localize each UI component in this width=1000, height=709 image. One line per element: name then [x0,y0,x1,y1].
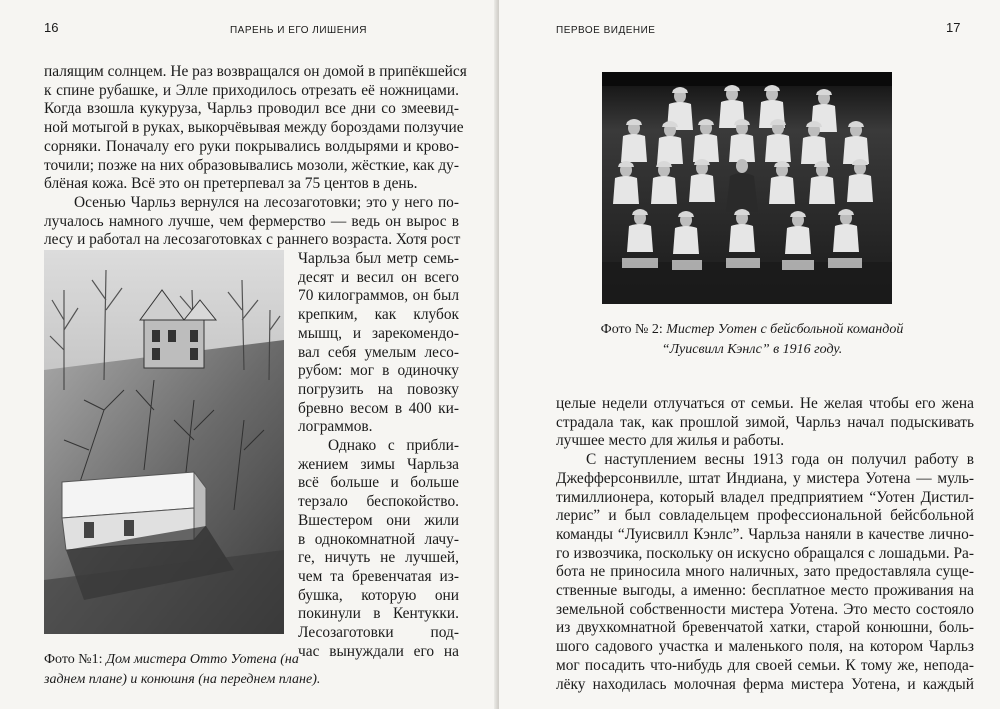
text-line: жением зимы Чарльза [298,455,459,473]
text-line: терзало беспокойство. [298,493,459,511]
text-line: ственные выгоды, а именно: бесплатное место проживания на [556,582,974,600]
text-line: команды “Луисвилл Кэнлс”. Чарльза наняли в качестве лично- [556,525,974,543]
text-line: рубом: мог в одиночку [298,362,459,380]
text-line: лограммов. [298,418,373,436]
text-line: мышц, и зарекомендо- [298,324,459,342]
text-line: земельной собственности мистера Уотена. Это место состояло [556,600,974,618]
text-line: всё больше и больше [298,474,459,492]
running-head-right: ПЕРВОЕ ВИДЕНИЕ [556,25,656,36]
text-line: ге, ничуть не лучшей, [298,549,459,567]
photo-2-caption-label: Фото № 2: [600,322,667,337]
photo-1-caption [44,650,464,690]
text-line: лучалось намного лучше, чем фермерство — ведь он вырос в [44,212,459,230]
text-line: Джефферсонвилле, штат Индиана, у мистера Уотена — муль- [556,469,974,487]
text-line: десят и весил он всего [298,268,459,286]
text-line: С наступлением весны 1913 года он получил работу в [586,451,974,469]
text-line: го извозчика, поскольку он искусно обращался с лошадьми. Ра- [556,544,974,562]
body-text-column [298,250,459,661]
text-line: тимиллионера, который владел предприятием “Уотен Дистил- [556,488,974,506]
text-line: блёная кожа. Всё это он претерпевал за 75 центов в день. [44,175,418,193]
text-line: Когда взошла кукуруза, Чарльз проводил все дни со змеевид- [44,100,459,118]
photo-1-caption-text-2: заднем плане) и конюшня (на переднем плане). [44,672,321,687]
photo-1-caption-label: Фото №1: [44,652,107,667]
right-page [499,0,1000,709]
text-line: лерис” и был совладельцем профессиональной бейсбольной [556,507,974,525]
text-line: лесу и работал на лесозаготовках с раннего возраста. Хотя рост [44,231,461,249]
text-line: бревно весом в 400 ки- [298,399,459,417]
text-line: 70 килограммов, он был [298,287,459,305]
text-line: точили; позже на них образовывались мозоли, жёсткие, как ду- [44,156,459,174]
text-line: крепким, как клубок [298,306,459,324]
text-line: целые недели отлучаться от семьи. Не желая чтобы его жена [556,395,974,412]
text-line: лёку находилась молочная ферма мистера Уотена, и каждый [556,675,974,693]
body-text-right [556,395,974,694]
text-line: страдала так, как прошлой зимой, Чарльз начал подыскивать [556,413,974,431]
text-line: в однокомнатной лачу- [298,530,459,548]
text-line: лучшее место для жилья и работы. [556,432,785,450]
photo-1-caption-text: Дом мистера Отто Уотена (на [106,652,299,667]
text-line: ной мотыгой в руках, выкорчёвывая между бороздами ползучие [44,119,464,137]
house-and-stable-photo [44,250,284,634]
text-line: час вынуждали его на [298,642,459,660]
text-line: погрузить на повозку [298,380,459,398]
text-line: мог посадить что-нибудь для своей семьи. К тому же, непода- [556,656,974,674]
photo-2-caption [499,320,1000,360]
text-line: из двухкомнатной бревенчатой хатки, старой конюшни, боль- [556,619,974,637]
body-text-top [44,63,467,250]
text-line: вал себя умелым лесо- [298,343,459,361]
text-line: палящим солнцем. Не раз возвращался он домой в припёкшейся [44,63,467,80]
text-line: чем та бревенчатая из- [298,567,459,585]
text-line: сорняки. Поначалу его руки покрывались волдырями и крово- [44,137,459,155]
left-page [0,0,497,709]
text-line: Чарльза был метр семь- [298,250,459,267]
photo-2-caption-text: Мистер Уотен с бейсбольной командой [666,322,904,337]
running-head-left: ПАРЕНЬ И ЕГО ЛИШЕНИЯ [229,25,368,36]
baseball-team-photo [602,72,892,304]
text-line: бота не приносила много наличных, зато предоставляла суще- [556,563,974,581]
photo-2-caption-text-2: “Луисвилл Кэнлс” в 1916 году. [661,342,843,357]
text-line: покинули в Кентукки. [298,605,459,623]
page-number-left: 16 [44,20,59,35]
text-line: Вшестером они жили [298,511,459,529]
text-line: бушка, которую они [298,586,459,604]
text-line: Лесозаготовки под- [298,624,459,642]
text-line: к спине рубашке, и Элле приходилось отрезать её ножницами. [44,81,459,99]
text-line: шого садового участка и маленького поля, на котором Чарльз [556,638,974,656]
page-number-right: 17 [946,20,961,35]
text-line: Однако с прибли- [328,437,459,455]
text-line: Осенью Чарльз вернулся на лесозаготовки; это у него по- [74,193,459,211]
